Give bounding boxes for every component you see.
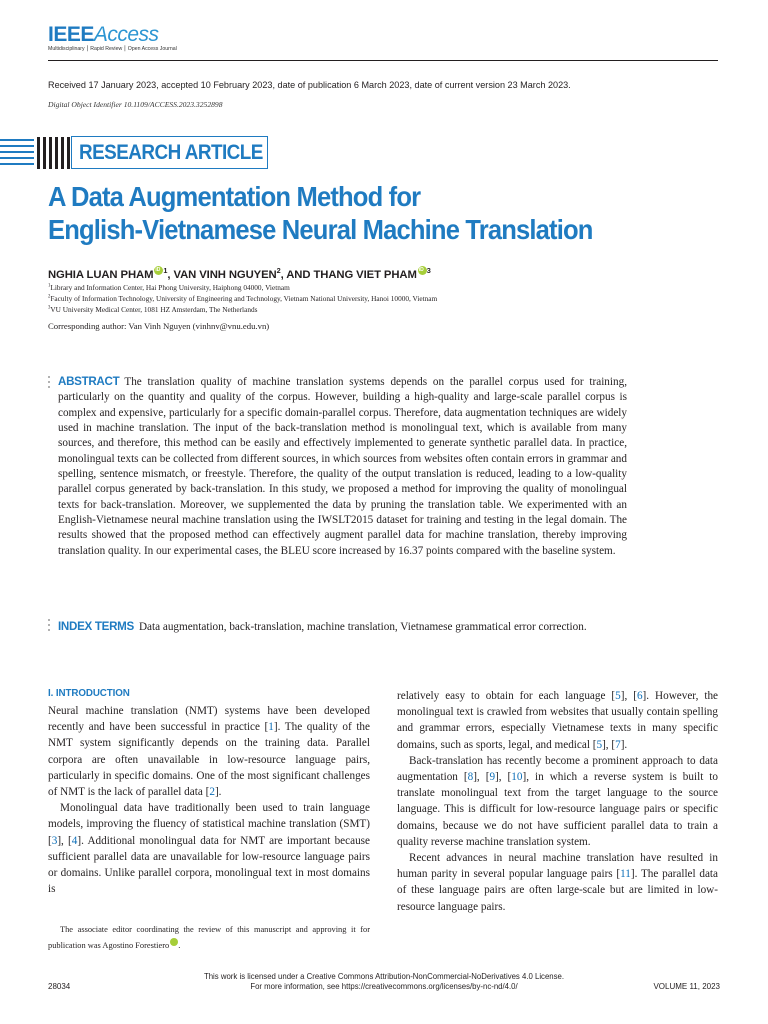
affiliation-text: VU University Medical Center, 1081 HZ Amsterdam, The Netherlands	[50, 305, 258, 314]
logo-ieee-text: IEEE	[48, 23, 94, 46]
paper-title	[48, 180, 680, 246]
citation-link[interactable]: 11	[620, 868, 631, 881]
abstract-label: ABSTRACT	[58, 375, 120, 388]
banner-stripes-graphic	[0, 135, 70, 171]
editor-footnote	[48, 922, 370, 953]
received-dates: Received 17 January 2023, accepted 10 February 2023, date of publication 6 March 2023, date of current version 23 March 2023.	[48, 80, 571, 90]
title-line-2: English-Vietnamese Neural Machine Translation	[48, 214, 593, 245]
license-line-1: This work is licensed under a Creative Commons Attribution-NonCommercial-NoDerivatives 4.0 License.	[203, 972, 565, 981]
citation-link[interactable]: 10	[511, 771, 523, 784]
index-terms-dots-icon	[48, 619, 51, 635]
affiliation-mark: 3	[48, 305, 51, 311]
author-name: VAN VINH NGUYEN	[173, 269, 277, 281]
citation-link[interactable]: 5	[615, 690, 621, 702]
right-column-text	[397, 688, 718, 915]
citation-link[interactable]: 1	[268, 721, 274, 734]
citation-link[interactable]: 4	[71, 834, 78, 847]
affiliation-2	[48, 294, 437, 303]
paragraph: relatively easy to obtain for each language [5], [6]. However, the monolingual text is crawled from websites that usually contain spelling and grammar errors, especially Vietnamese texts in many specific domains, such as sports, legal, and medical [5], [7].	[397, 690, 719, 751]
affiliation-3	[48, 305, 257, 314]
citation-link[interactable]: 7	[615, 738, 621, 751]
index-terms-label: INDEX TERMS	[58, 620, 134, 633]
paragraph: Monolingual data have traditionally been used to train language models, improving the fluency of statistical machine translation (SMT) [3], [4]. Additional monolingual data for NMT are important because sufficient parallel data are unavailable for low-resource language pairs or domains. Unlike parallel corpora, monolingual text in most domains is	[48, 802, 370, 896]
citation-link[interactable]: 6	[636, 690, 643, 702]
affiliation-text: Faculty of Information Technology, University of Engineering and Technology, Vietnam National University, Hanoi 10000, Vietnam	[50, 294, 438, 303]
header-rule	[48, 60, 718, 61]
corresponding-author: Corresponding author: Van Vinh Nguyen (vinhnv@vnu.edu.vn)	[48, 321, 270, 331]
affiliation-1	[48, 283, 290, 292]
citation-link[interactable]: 2	[209, 786, 215, 799]
section-heading: I. INTRODUCTION	[48, 688, 130, 699]
author-affiliation-mark: 3	[426, 266, 431, 276]
abstract-dots-icon	[48, 376, 51, 392]
orcid-icon[interactable]	[418, 266, 427, 275]
index-terms-text: Data augmentation, back-translation, machine translation, Vietnamese grammatical error correction.	[138, 621, 587, 633]
citation-link[interactable]: 8	[467, 771, 474, 784]
logo-access-text: Access	[93, 23, 159, 46]
author-affiliation-mark: 2	[276, 266, 281, 276]
author-affiliation-mark: 1	[163, 266, 168, 276]
abstract	[58, 374, 627, 559]
affiliation-mark: 2	[48, 294, 51, 300]
affiliation-mark: 1	[48, 283, 51, 289]
journal-tagline: Multidisciplinary ⎮ Rapid Review ⎮ Open Access Journal	[48, 46, 177, 52]
page-number: 28034	[48, 982, 71, 991]
paragraph: Recent advances in neural machine translation have resulted in human parity in several popular language pairs [11]. The parallel data of these language pairs are often large-scale but are limited in low-resource language pairs.	[397, 852, 719, 913]
author-name: NGHIA LUAN PHAM	[48, 269, 154, 281]
footnote-text: The associate editor coordinating the review of this manuscript and approving it for publication was Agostino Forestiero	[48, 925, 370, 950]
left-column-text	[48, 703, 370, 897]
author-name: AND THANG VIET PHAM	[286, 269, 417, 281]
affiliation-text: Library and Information Center, Hai Phong University, Haiphong 04000, Vietnam	[50, 283, 290, 292]
article-type-label: RESEARCH ARTICLE	[79, 141, 263, 164]
orcid-icon[interactable]	[170, 938, 178, 946]
index-terms	[58, 619, 627, 635]
doi-line: Digital Object Identifier 10.1109/ACCESS.2023.3252898	[48, 100, 223, 109]
citation-link[interactable]: 3	[51, 834, 58, 847]
author-list: NGHIA LUAN PHAMiD $^1$, VAN VINH NGUYEN$^2$, AND THANG VIET PHAMiD $^3$	[48, 266, 431, 281]
paragraph: Back-translation has recently become a prominent approach to data augmentation [8], [9], [10], in which a reverse system is built to translate monolingual text from the target language to the source language. This is difficult for low-resource language pairs or specific domains, because we do not have sufficient parallel data to train a quality reverse machine translation system.	[397, 754, 718, 848]
citation-link[interactable]: 9	[489, 771, 496, 784]
title-line-1: A Data Augmentation Method for	[48, 181, 421, 212]
license-line-2[interactable]: For more information, see https://creativecommons.org/licenses/by-nc-nd/4.0/	[250, 982, 518, 991]
citation-link[interactable]: 5	[596, 738, 603, 751]
paragraph: Neural machine translation (NMT) systems have been developed recently and have been successful in practice [1]. The quality of the NMT system significantly depends on the training data. Parallel corpora are often unavailable in low-resource language pairs, particularly in specific domains. One of the most significant challenges of NMT is the lack of parallel data [2].	[48, 705, 370, 799]
volume-label: VOLUME 11, 2023	[653, 982, 720, 991]
abstract-text: The translation quality of machine translation systems depends on the parallel corpus used for training, particularly on the quantity and quality of the corpus. However, building a high-quality and large-scale parallel corpus is complex and expensive, particularly for a specific domain-parallel corpus. Therefore, data augmentation techniques are widely used in machine translation. The input of the back-translation method is monolingual text, which is available from many sources, and therefore, this method can be easily and effectively implemented to generate synthetic parallel data. In practice, monolingual texts can be collected from different sources, in which sources from websites often contain errors in grammar and spelling, sentence mismatch, or freestyle. Therefore, the quality of the output translation is reduced, leading to a low-quality parallel corpus generated by back-translation. In this study, we proposed a method for improving the quality of monolingual texts for back-translation. Moreover, we supplemented the data by pruning the translation table. We experimented with an English-Vietnamese neural machine translation using the IWSLT2015 dataset for training and testing in the legal domain. The results showed that the proposed method can effectively augment parallel data for machine translation, thereby improving translation quality. In our experimental cases, the BLEU score increased by 16.37 points compared with the baseline system.	[58, 376, 627, 557]
